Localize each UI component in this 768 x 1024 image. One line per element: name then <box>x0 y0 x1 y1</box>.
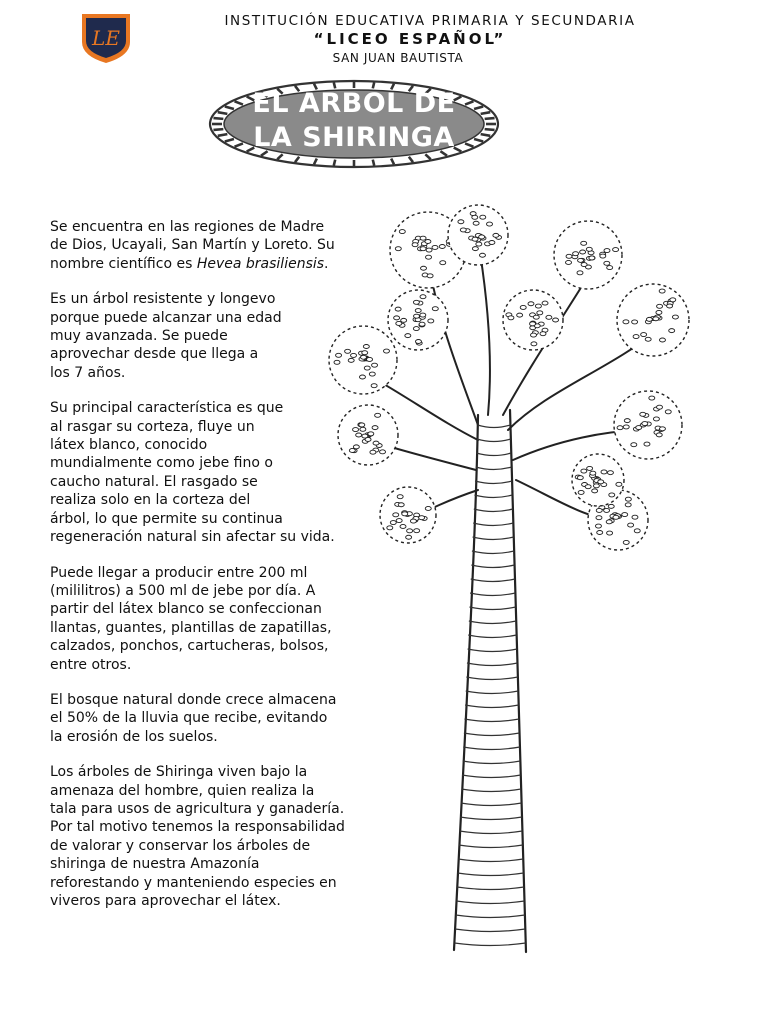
logo-monogram: LE <box>92 26 120 50</box>
text-line: Se encuentra en las regiones de Madre <box>50 219 325 235</box>
page-title <box>206 87 502 155</box>
text-line: realiza solo en la corteza del <box>50 492 251 509</box>
text-line: llantas, guantes, plantillas de zapatillas, <box>50 619 332 636</box>
text-line: el 50% de la lluvia que recibe, evitando <box>50 710 328 727</box>
text-line: aprovechar desde que llega a <box>50 346 259 363</box>
text-line: El bosque natural donde crece almacena <box>50 691 337 708</box>
text-line: shiringa de nuestra Amazonía <box>50 856 260 873</box>
text-line: caucho natural. El rasgado se <box>50 473 258 490</box>
text-line: de valorar y conservar los árboles de <box>50 837 311 854</box>
text-line: partir del látex blanco se confeccionan <box>50 601 322 618</box>
text-line: los 7 años. <box>50 364 126 381</box>
text-line: calzados, ponchos, cartucheras, bolsos, <box>50 638 329 655</box>
text-line-start: nombre científico es <box>50 255 197 272</box>
text-line: al rasgar su corteza, fluye un <box>50 418 255 435</box>
school-name: “LICEO ESPAÑOL” <box>313 30 507 48</box>
text-line: muy avanzada. Se puede <box>50 328 228 345</box>
text-line: Por tal motivo tenemos la responsabilidad <box>50 819 345 836</box>
text-line: reforestando y manteniendo especies en <box>50 874 337 891</box>
institution-type: INSTITUCIÓN EDUCATIVA PRIMARIA Y SECUNDARIA <box>224 13 636 29</box>
text-line: entre otros. <box>50 656 132 673</box>
text-line: viveros para aprovechar el látex. <box>50 893 281 909</box>
text-line: amenaza del hombre, quien realiza la <box>50 782 315 799</box>
text-line: Es un árbol resistente y longevo <box>50 291 276 308</box>
text-line: porque puede alcanzar una edad <box>50 309 282 326</box>
text-line: (mililitros) a 500 ml de jebe por día. A <box>50 582 316 599</box>
text-line: tala para usos de agricultura y ganadería. <box>50 800 345 817</box>
school-location: SAN JUAN BAUTISTA <box>332 51 464 65</box>
text-line: Los árboles de Shiringa viven bajo la <box>50 764 308 781</box>
text-line: regeneración natural sin afectar su vida. <box>50 529 335 546</box>
text-line-end: . <box>324 255 329 272</box>
title-line-2: LA SHIRINGA <box>253 122 455 153</box>
text-line: Puede llegar a producir entre 200 ml <box>50 564 308 581</box>
text-line: de Dios, Ucayali, San Martín y Loreto. Su <box>50 237 335 254</box>
text-line: árbol, lo que permite su continua <box>50 510 283 527</box>
title-line-1: EL ÁRBOL DE <box>252 88 456 119</box>
text-line: mundialmente como jebe fino o <box>50 455 273 472</box>
shiringa-tree-illustration <box>318 200 698 960</box>
text-line: látex blanco, conocido <box>50 437 208 454</box>
text-line: Su principal característica es que <box>50 400 284 417</box>
scientific-name: Hevea brasiliensis <box>196 255 325 272</box>
text-line: la erosión de los suelos. <box>50 728 218 745</box>
